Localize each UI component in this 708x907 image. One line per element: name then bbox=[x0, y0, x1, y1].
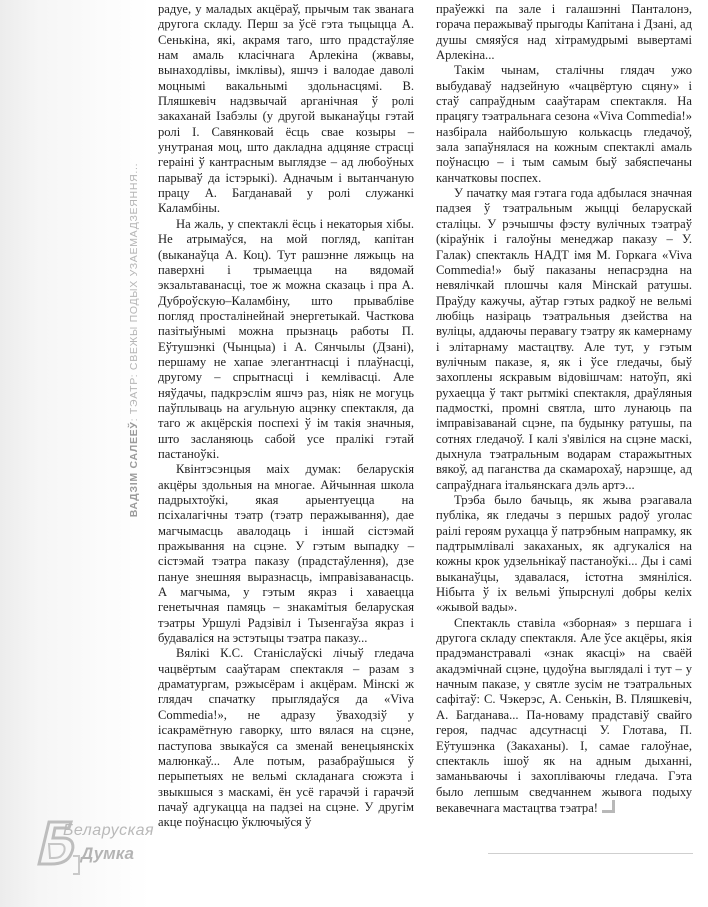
logo-word-dumka: Думка bbox=[81, 844, 135, 863]
article-body bbox=[158, 2, 692, 850]
paragraph: На жаль, у спектаклі ёсць і некаторыя хібы. Не атрымаўся, на мой погляд, капітан (выканаўца А. Коц). Тут рашэнне ляжыць на паверхні і трымаецца на вядомай экзальтаванасці, тое ж можна сказаць і пра А. Дуброўскую–Каламбіну, што прывабліве погляд просталінейнай энергетыкай. Часткова пазітыўнымі можна прызнаць работы П. Еўтушэнкі (Чынцыа) і А. Сянчылы (Дзані), першаму не хапае элегантнасці і плаўнасці, другому – спрытнасці і кемлівасці. Але няўдачы, падкрэслім яшчэ раз, ніяк не могуць паўплываць на агульную ацэнку спектакля, да таго ж акцёрскія поспехі ў ім такія значныя, што засланяюць сабой усе пралікі гэтай пастаноўкі. bbox=[158, 216, 414, 461]
paragraph-last-text: Спектакль ставіла «зборная» з першага і другога складу спектакля. Але ўсе акцёры, якія прадэманстравалі «знак якасці» на сваёй акадэмічнай сцэне, цудоўна выглядалі і тут – у начным паказе, у святле зусім не тэатральных сафітаў: С. Чэкерэс, А. Сенькін, В. Пляшкевіч, А. Багданава... Па-новаму прадставіў свайго героя, падчас адсутнасці У. Глотава, П. Еўтушэнка (Закаханы). І, самае галоўнае, спектакль ішоў як на адным дыханні, заманьваючы і захопліваючы гледача. Гэта было лепшым сведчаннем жывога подыху векавечнага мастацтва тэатра! bbox=[436, 615, 692, 815]
running-header-title: ТЭАТР: СВЕЖЫ ПОДЫХ УЗАЕМАДЗЕЯННЯ... bbox=[128, 162, 140, 415]
paragraph: Вялікі К.С. Станіслаўскі лічыў гледача чацвёртым сааўтарам спектакля – разам з драматургам, рэжысёрам і акцёрам. Мінскі ж глядач спачатку прыглядаўся да «Viva Commedia!», не адразу ўваходзіў у ісакрамётную гаворку, што вялася на сцэне, паступова звыкаўся са зменай венецыянскіх малюнкаў... Але потым, разабраўшыся ў перыпетыях не вельмі складанага сюжэта і звыкшыся з маскамі, ён усё гарачэй і гарачэй пачаў адгукацца на падзеі на сцэне. У другім акце поўнасцю ўключыўся ў bbox=[158, 646, 414, 830]
paragraph: Такім чынам, сталічны глядач ужо выбудаваў надзейную «чацвёртую сцяну» і стаў сапраўдным сааўтарам спектакля. На працягу тэатральнага сезона «Viva Commedia!» назбірала найбольшую колькасць гледачоў, зала запаўнялася на кожным спектаклі амаль поўнасцю – і тым самым быў забяспечаны канчатковы поспех. bbox=[436, 63, 692, 185]
right-column bbox=[436, 2, 692, 816]
paragraph-last bbox=[436, 616, 692, 816]
paragraph: Трэба было бачыць, як жыва рэагавала публіка, як гледачы з першых радоў уголас раілі героям рухацца ў патрэбным напрамку, як падтрымлівалі закаханых, як адгукаліся на кожны крок удзельнікаў пастаноўкі... Ды і самі выканаўцы, здавалася, істотна змяніліся. Нібыта ў іх вельмі ўпырснулі добры келіх «жывой вады». bbox=[436, 493, 692, 615]
paragraph: праўежкі па зале і галашэнні Панталонэ, горача перажываў прыгоды Капітана і Дзані, ад душы смяяўся над хітрамудрымі вывертамі Арлекіна... bbox=[436, 2, 692, 63]
magazine-logo bbox=[35, 818, 155, 878]
running-header-author: ВАДЗІМ САЛЕЕЎ bbox=[128, 421, 140, 518]
running-header-text: ВАДЗІМ САЛЕЕЎ: ТЭАТР: СВЕЖЫ ПОДЫХ УЗАЕМАДЗЕЯННЯ... bbox=[128, 162, 140, 518]
paragraph: Квінтэсэнцыя маіх думак: беларускія акцёры здольныя на многае. Айчынная школа падрыхтоўкі, якая арыентуецца на псіхалагічны тэатр (тэатр перажывання), дае магчымасць авалодаць і іншай сістэмай пражывання на сцэне. У гэтым выпадку – сістэмай тэатра паказу (прадстаўлення), дзе пануе знешняя выразнасць, імправізаванасць. А магчыма, у гэтым якраз і хаваецца генетычная памяць – знакамітыя беларуская тэатры Уршулі Радзівіл і Тызенгаўза якраз і будаваліся на эстэтыцы тэатра паказу... bbox=[158, 462, 414, 646]
logo-word-belaruskaya: Беларуская bbox=[63, 822, 155, 839]
paragraph: радуе, у маладых акцёраў, прычым так званага другога складу. Перш за ўсё гэта тыцыцца А. Сенькіна, які, акрамя таго, што прадстаўляе нам амаль класічнага Арлекіна (жвавы, вынаходлівы, імклівы), яшчэ і валодае даволі моцнымі вакальнымі здольнасцямі. В. Пляшкевіч надзвычай арганічная ў ролі закаханай Ізабэлы (у другой выканаўцы гэтай ролі І. Савянковай ёсць свае козыры – унутраная моц, што дакладна адцяняе страсці гераіні ў кантрасным выглядзе – ад любоўных парываў да істэрыкі). Адначым і вытанчаную працу А. Багданавай у ролі служанкі Каламбіны. bbox=[158, 2, 414, 216]
left-column bbox=[158, 2, 414, 831]
end-of-article-icon bbox=[602, 800, 615, 813]
paragraph: У пачатку мая гэтага года адбылася значная падзея ў тэатральным жыцці беларускай сталіцы. У рэчышчы фэсту вулічных тэатраў (кіраўнік і галоўны менеджар паказу – У. Галак) спектакль НАДТ імя М. Горкага «Viva Commedia!» быў паказаны непасрэдна на невялічкай плошчы каля Мінскай ратушы. Праўду кажучы, аўтар гэтых радкоў не вельмі любіць назіраць тэатральныя дзейства на вуліцы, аддаючы перавагу тэатру як камернаму і элітарнаму мастацтву. Але тут, у гэтым вулічным паказе, я, як і ўсе гледачы, быў захоплены яскравым відовішчам: натоўп, які рухаецца ў такт рытмікі спектакля, драўляныя падмосткі, промні святла, што лунаюць па імправізаванай сцэне, па будынку ратушы, па сотнях гледачоў. І калі з'явіліся на сцэне маскі, дыхнула тэатральным водарам старажытных вякоў, ад паганства да скамарохаў, нарэшце, ад сапраўднага італьянскага дэль артэ... bbox=[436, 186, 692, 492]
footer-rule bbox=[488, 853, 693, 854]
